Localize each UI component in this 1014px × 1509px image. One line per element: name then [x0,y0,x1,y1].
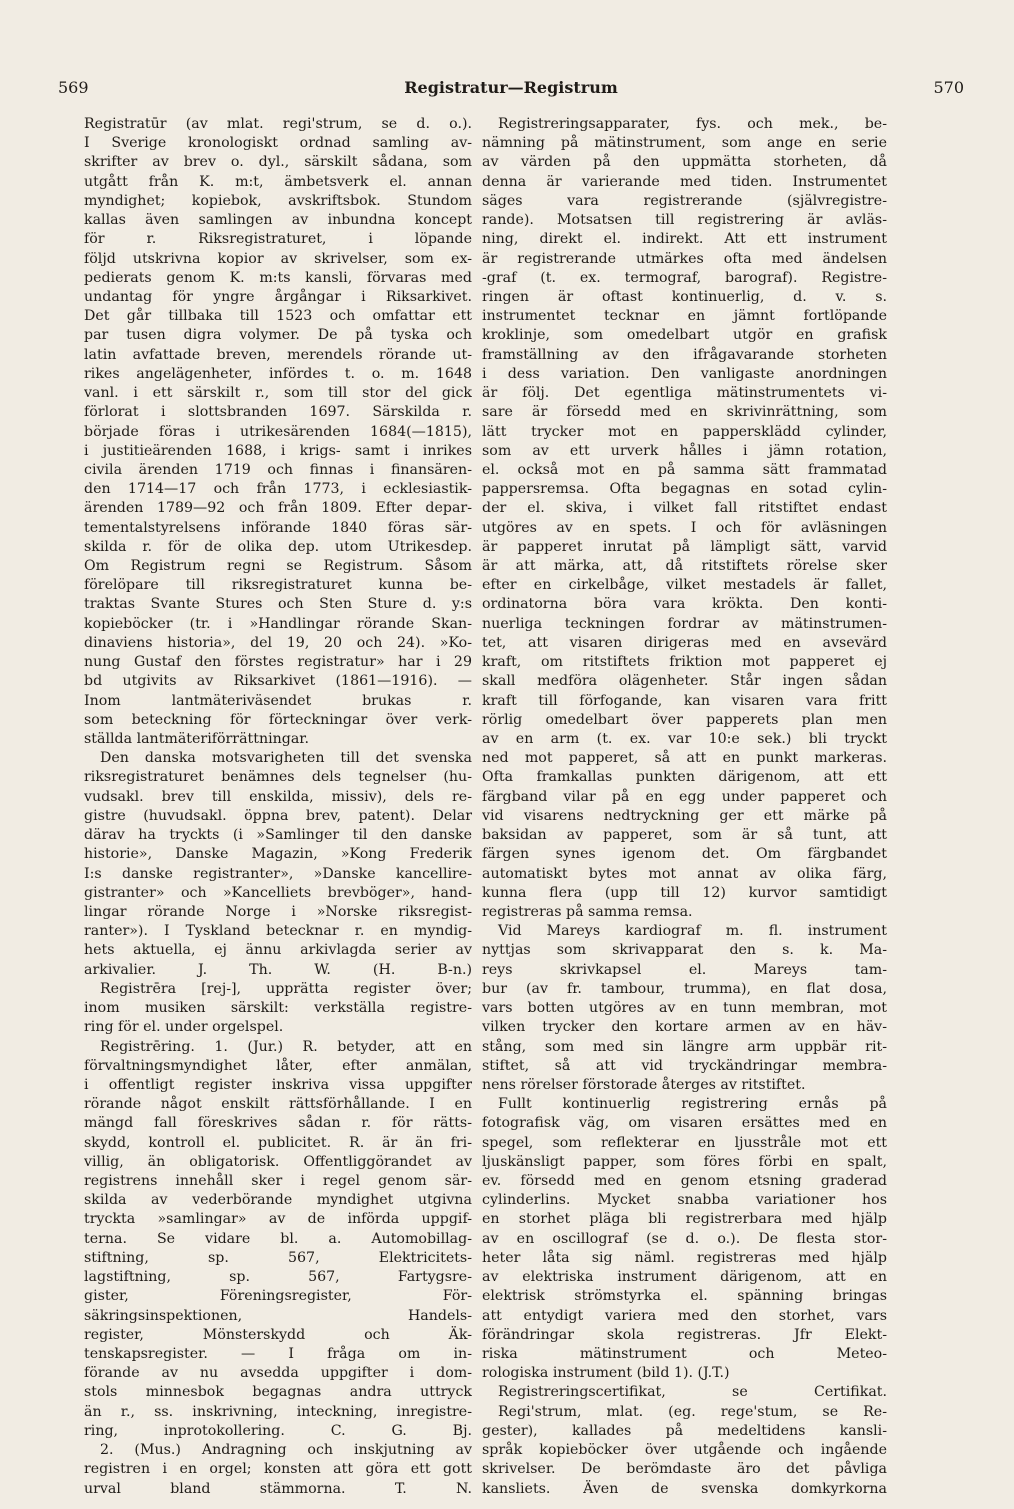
text-line: Inom lantmäteriväsendet brukas r. [84,692,472,709]
text-line: vudsakl. brev till enskilda, missiv), dels re- [84,788,472,805]
text-line: automatiskt bytes mot annat av olika färg, [482,865,887,882]
text-line: pedierats genom K. m:ts kansli, förvaras med [84,269,472,286]
text-line: spegel, som reflekterar en ljusstråle mot ett [482,1134,887,1151]
text-line: elektrisk strömstyrka el. spänning bringas [482,1288,887,1305]
text-line: mängd fall föreskrives sådan r. för rätts- [84,1115,472,1132]
text-line: förlorat i slottsbranden 1697. Särskilda r. [84,404,472,421]
text-line: -graf (t. ex. termograf, barograf). Registre- [482,269,887,286]
text-line: villig, än obligatorisk. Offentliggörandet av [84,1153,472,1170]
text-line: instrumentet tecknar en jämnt fortlöpande [482,308,887,325]
text-line: tryckta »samlingar» av de införda uppgif- [84,1211,472,1228]
text-line: ringen är oftast kontinuerlig, d. v. s. [482,288,887,305]
text-line: stiftet, så att vid tryckändringar membra- [482,1057,887,1074]
text-line: förelöpare till riksregistraturet kunna be- [84,577,472,594]
text-line: är att märka, att, då ritstiftets rörelse sker [482,558,887,575]
text-line: är papperet inrutat på lämpligt sätt, varvid [482,538,887,555]
text-line: I Sverige kronologiskt ordnad samling av- [84,135,472,152]
text-line: är följ. Det egentliga mätinstrumentets vi- [482,385,887,402]
text-line: förvaltningsmyndighet låter, efter anmälan, [84,1057,472,1074]
text-line: traktas Svante Stures och Sten Sture d. y:s [84,596,472,613]
text-line: började föras i utrikesärenden 1684(—1815), [84,423,472,440]
text-line: språk kopieböcker över utgående och ingående [482,1442,887,1459]
text-line: förändringar skola registreras. Jfr Elekt- [482,1326,887,1343]
text-line: ned mot papperet, så att en punkt markeras. [482,750,887,767]
text-line: i justitieärenden 1688, i krigs- samt i inrikes [84,442,472,459]
text-line: nung Gustaf den förstes registratur» har i 29 [84,654,472,671]
text-line: färgen synes igenom det. Om färgbandet [482,846,887,863]
text-line: kraft till förfogande, kan visaren vara fritt [482,692,887,709]
text-line: vid visarens nedtryckning ger ett märke på [482,807,887,824]
text-line: der el. skiva, i vilket fall ritstiftet endast [482,500,887,517]
text-line: Den danska motsvarigheten till det svenska [100,750,472,767]
text-line: säges vara registrerande (självregistre- [482,192,887,209]
text-line: undantag för yngre årgångar i Riksarkivet. [84,288,472,305]
running-title: Registratur—Registrum [404,78,618,97]
text-line: tet, att visaren dirigeras med en avsevärd [482,634,887,651]
text-line: Fullt kontinuerlig registrering ernås på [498,1096,887,1113]
text-line: urval bland stämmorna. T. N. [84,1480,472,1497]
text-line: par tusen digra volymer. De på tyska och [84,327,472,344]
left-column [84,115,472,1499]
text-line: skilda r. för de olika dep. utom Utrikesdep. [84,538,472,555]
text-line: kraft, om ritstiftets friktion mot papperet ej [482,654,887,671]
text-line: i dess variation. Den vanligaste anordningen [482,365,887,382]
text-line: ljuskänsligt papper, som föres förbi en spalt, [482,1153,887,1170]
text-line: pappersremsa. Ofta begagnas en sotad cylin- [482,481,887,498]
text-line: dinaviens historia», del 19, 20 och 24). »Ko- [84,634,472,651]
text-line: Registrēring. 1. (Jur.) R. betyder, att en [100,1038,472,1055]
text-line: skydd, kontroll el. publicitet. R. är än fri- [84,1134,472,1151]
text-line: kopieböcker (tr. i »Handlingar rörande Skan- [84,615,472,632]
text-line: tenskapsregister. — I fråga om in- [84,1346,472,1362]
text-line: fotografisk väg, om visaren ersättes med en [482,1115,887,1132]
text-line: lingar rörande Norge i »Norske riksregist- [84,903,472,920]
text-line: el. också mot en på samma sätt frammatad [482,461,887,478]
text-line: för r. Riksregistraturet, i löpande [84,231,472,248]
text-line: stång, som med sin längre arm uppbär rit- [482,1038,887,1055]
text-line: hets aktuella, ej ännu arkivlagda serier av [84,942,472,959]
text-line: Om Registrum regni se Registrum. Såsom [84,558,472,575]
text-line: gistranter» och »Kancelliets brevböger», hand- [84,884,472,901]
text-line: ning, direkt el. indirekt. Att ett instrument [482,231,887,248]
text-line: den 1714—17 och från 1773, i ecklesiastik- [84,481,472,498]
text-line: tementalstyrelsens införande 1840 föras sär- [84,519,472,536]
text-line: färgband vilar på en egg under papperet och [482,788,887,805]
text-line: en storhet pläga bli registrerbara med hjälp [482,1211,887,1228]
text-line: kallas även samlingen av inbundna koncept [84,212,472,229]
text-line: ranter»). I Tyskland betecknar r. en myndig- [84,923,472,940]
text-line: som beteckning för förteckningar över verk- [84,711,472,728]
text-line: att entydigt variera med den storhet, vars [482,1307,887,1324]
text-line: civila ärenden 1719 och finnas i finansären- [84,461,472,478]
text-line: än r., ss. inskrivning, inteckning, inregistre- [84,1403,472,1420]
text-line: Registrēra [rej-], upprätta register över; [100,980,472,997]
text-line: av en arm (t. ex. var 10:e sek.) bli tryckt [482,731,887,747]
text-line: Registreringscertifikat, se Certifikat. [498,1384,887,1401]
text-line: riksregistraturet benämnes dels tegnelser (hu- [84,769,472,786]
text-line: registreras på samma remsa. [482,903,693,920]
text-line: ordinatorna böra vara krökta. Den konti- [482,596,887,613]
text-line: skilda av vederbörande myndighet utgivna [84,1192,472,1209]
text-line: nuerliga teckningen fordrar av mätinstrumen- [482,615,887,632]
right-column [482,115,887,1499]
text-line: Vid Mareys kardiograf m. fl. instrument [498,923,887,940]
text-line: latin avfattade breven, merendels rörande ut- [84,346,472,363]
text-line: bur (av fr. tambour, trumma), en flat dosa, [482,980,887,997]
text-line: följd utskrivna kopior av skrivelser, som ex- [84,250,472,267]
text-line: ärenden 1789—92 och från 1809. Efter depar- [84,500,472,517]
text-line: förande av nu avsedda uppgifter i dom- [84,1365,472,1382]
text-line: Det går tillbaka till 1523 och omfattar ett [84,308,472,325]
text-line: skrivelser. De berömdaste äro det påvliga [482,1461,887,1478]
text-line: historie», Danske Magazin, »Kong Frederik [84,846,472,863]
text-line: riska mätinstrument och Meteo- [482,1346,887,1362]
text-line: nämning på mätinstrument, som ange en serie [482,135,887,152]
text-line: därav ha tryckts (i »Samlinger til den danske [84,827,472,844]
text-line: vanl. i ett särskilt r., som till stor del gick [84,385,472,402]
text-line: gistre (huvudsakl. öppna brev, patent). Delar [84,807,472,824]
text-line: baksidan av papperet, som är så tunt, att [482,827,887,844]
text-line: ev. försedd med en genom etsning graderad [482,1173,887,1190]
text-line: register, Mönsterskydd och Äk- [84,1326,472,1343]
page-header [58,78,964,102]
text-line: Registratūr (av mlat. regi'strum, se d. o.). [84,116,472,132]
text-line: stiftning, sp. 567, Elektricitets- [84,1249,472,1266]
text-line: lagstiftning, sp. 567, Fartygsre- [84,1269,472,1286]
text-line: säkringsinspektionen, Handels- [84,1307,472,1324]
text-line: framställning av den ifrågavarande storheten [482,346,887,363]
text-line: nyttjas som skrivapparat den s. k. Ma- [482,942,887,959]
text-line: kroklinje, som omedelbart utgör en grafisk [482,327,887,344]
text-line: Ofta framkallas punkten därigenom, att ett [482,769,887,786]
text-line: av elektriska instrument därigenom, att en [482,1269,887,1286]
text-line: Registreringsapparater, fys. och mek., be- [498,116,887,132]
text-line: rologiska instrument (bild 1). (J.T.) [482,1365,730,1382]
text-line: I:s danske registranter», »Danske kancellire- [84,865,472,882]
text-line: som av ett urverk hålles i jämn rotation, [482,442,887,459]
text-line: reys skrivkapsel el. Mareys tam- [482,961,887,978]
text-line: lätt trycker mot en pappersklädd cylinder, [482,423,887,440]
text-line: bd utgivits av Riksarkivet (1861—1916). — [84,673,472,690]
text-line: efter en cirkelbåge, vilket mestadels är fallet, [482,577,887,594]
text-line: terna. Se vidare bl. a. Automobillag- [84,1230,472,1247]
text-line: kansliets. Även de svenska domkyrkorna [482,1480,887,1497]
text-line: inom musiken särskilt: verkställa registre- [84,1000,472,1017]
text-line: ring, inprotokollering. C. G. Bj. [84,1422,472,1439]
text-line: heter låta sig näml. registreras med hjälp [482,1249,887,1266]
text-line: rörande något enskilt rättsförhållande. I en [84,1096,472,1113]
page-number-left: 569 [58,78,89,97]
text-line: kunna flera (upp till 12) kurvor samtidigt [482,884,887,901]
text-line: sare är försedd med en skrivinrättning, som [482,404,887,421]
text-line: vilken trycker den kortare armen av en häv- [482,1019,887,1036]
page-number-right: 570 [933,78,964,97]
text-line: utgått från K. m:t, ämbetsverk el. annan [84,173,472,190]
text-line: cylinderlins. Mycket snabba variationer hos [482,1192,887,1209]
text-line: Regi'strum, mlat. (eg. rege'stum, se Re- [498,1403,887,1420]
text-line: denna är varierande med tiden. Instrumentet [482,173,887,190]
text-line: registren i en orgel; konsten att göra ett gott [84,1461,472,1478]
text-line: av värden på den uppmätta storheten, då [482,154,887,171]
text-line: ställda lantmäteriförrättningar. [84,731,310,747]
text-line: 2. (Mus.) Andragning och inskjutning av [100,1442,472,1459]
text-line: nens rörelser förstorade återges av ritstiftet. [482,1076,806,1093]
text-line: skrifter av brev o. dyl., särskilt sådana, som [84,154,472,171]
text-line: rörlig omedelbart över papperets plan men [482,711,887,728]
text-line: gester), kallades på medeltidens kansli- [482,1422,887,1439]
text-line: myndighet; kopiebok, avskriftsbok. Stundom [84,192,472,209]
text-line: i offentligt register inskriva vissa uppgifter [84,1076,472,1093]
text-line: vars botten utgöres av en tunn membran, mot [482,1000,887,1017]
text-line: registrens innehåll sker i regel genom sär- [84,1173,472,1190]
text-line: rande). Motsatsen till registrering är avläs- [482,212,887,229]
text-line: skall medföra olägenheter. Står ingen sådan [482,673,887,690]
text-line: gister, Föreningsregister, För- [84,1288,472,1305]
text-line: är registrerande utmärkes ofta med ändelsen [482,250,887,267]
text-line: arkivalier. J. Th. W. (H. B-n.) [84,961,472,978]
text-line: rikes angelägenheter, infördes t. o. m. 1648 [84,365,472,382]
text-line: stols minnesbok begagnas andra uttryck [84,1384,472,1401]
text-line: utgöres av en spets. I och för avläsningen [482,519,887,536]
text-line: av en oscillograf (se d. o.). De flesta stor- [482,1230,887,1247]
text-line: ring för el. under orgelspel. [84,1019,284,1036]
